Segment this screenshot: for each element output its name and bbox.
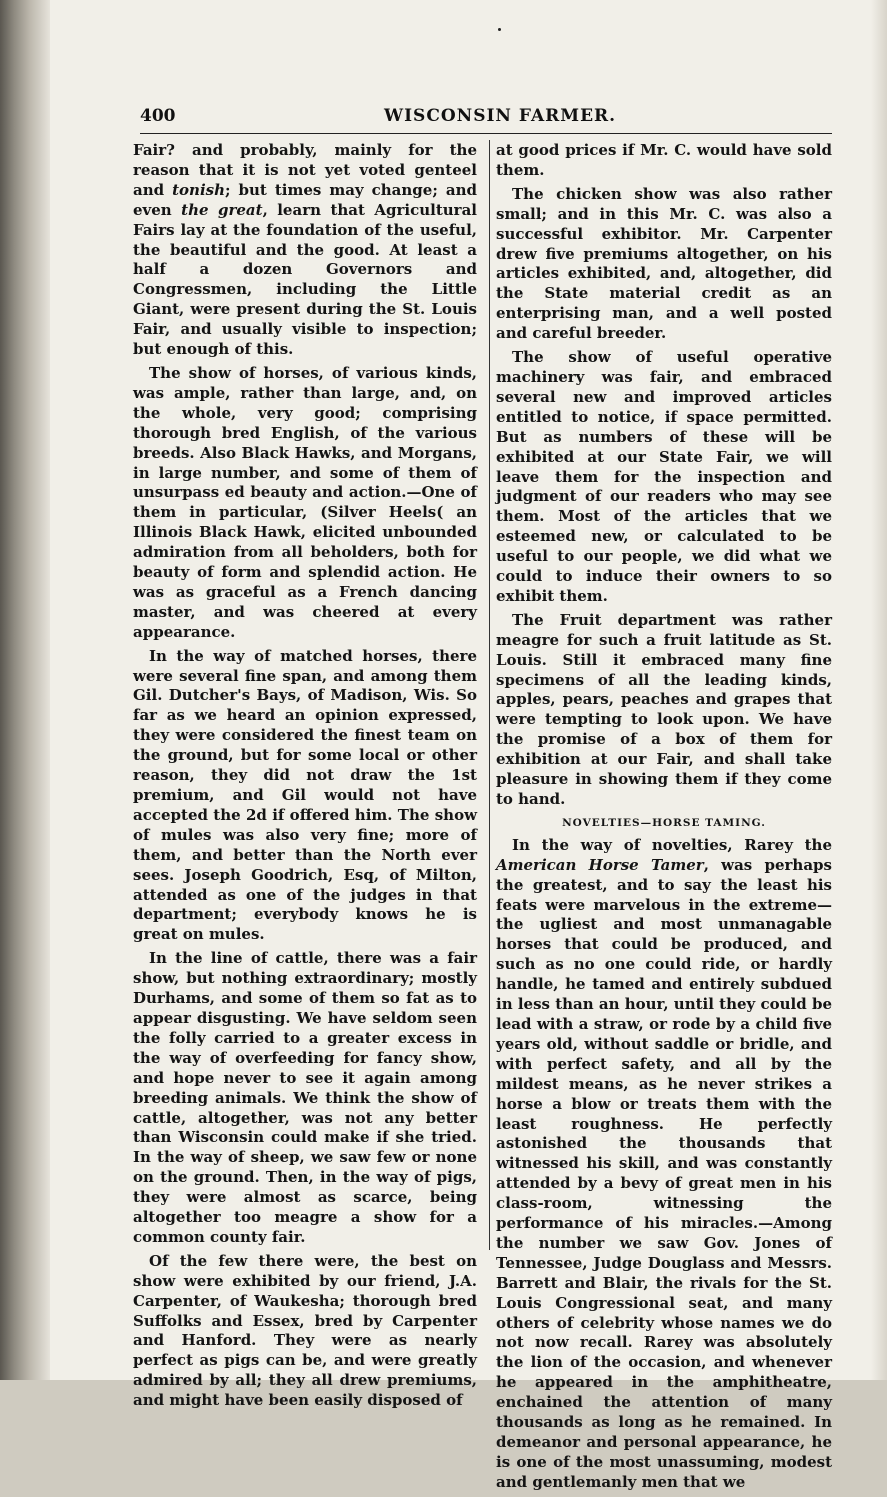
journal-title: WISCONSIN FARMER. xyxy=(384,106,617,126)
paragraph-matched-horses: In the way of matched horses, there were several fine span, and among them Gil. Dutcher's Bays, of Madison, Wis. So far as we heard an opinion expressed, they were considered the finest team on the ground, but for some local or other reason, they did not draw the 1st premium, and Gil would not have accepted the 2d if offered him. The show of mules was also very fine; more of them, and better than the North ever sees. Joseph Goodrich, Esq, of Milton, attended as one of the judges in that department; everybody knows he is great on mules. xyxy=(133,646,477,944)
paragraph-fair-continued xyxy=(133,141,477,360)
text-run: , learn that Agricultural Fairs lay at the foundation of the useful, the beautiful and the good. At least a half a dozen Governors and Congressmen, including the Little Giant, were present during the St. Louis Fair, and usually visible to inspection; but enough of this. xyxy=(133,200,477,359)
header-rule xyxy=(140,133,832,134)
section-heading-novelties: NOVELTIES—HORSE TAMING. xyxy=(562,816,766,829)
text-run: ; but times may change; and even xyxy=(133,180,477,219)
paragraph-horse-taming xyxy=(496,836,832,1493)
left-column xyxy=(133,141,477,1415)
paragraph-horses: The show of horses, of various kinds, was ample, rather than large, and, on the whole, very good; comprising thorough bred English, of the various breeds. Also Black Hawks, and Morgans, in large number, and some of them of unsurpass ed beauty and action.—One of them in particular, (Silver Heels( an Illinois Black Hawk, elicited unbounded admiration from all beholders, both for beauty of form and splendid action. He was as graceful as a French dancing master, and was cheered at every appearance. xyxy=(133,363,477,641)
paragraph-cattle: In the line of cattle, there was a fair show, but nothing extraordinary; mostly Durhams, and some of them so fat as to appear disgusting. We have seldom seen the folly carried to a greater excess in the way of overfeeding for fancy show, and hope never to see it again among breeding animals. We think the show of cattle, altogether, was not any better than Wisconsin could make if she tried. In the way of sheep, we saw few or none on the ground. Then, in the way of pigs, they were almost as scarce, being altogether too meagre a show for a common county fair. xyxy=(133,949,477,1246)
column-divider xyxy=(489,140,490,1250)
page-edge xyxy=(871,0,887,1380)
emphasis-the-great: the great xyxy=(181,200,263,219)
running-head xyxy=(140,106,832,132)
text-run: , was perhaps the greatest, and to say the least his feats were marvelous in the extreme—the ugliest and most unmanagable horses that could be produced, and such as no one could ride, or hardly handle, he tamed and entirely subdued in less than an hour, until they could be lead with a straw, or rode by a child five years old, without saddle or bridle, and with perfect safety, and all by the mildest means, as he never strikes a horse a blow or treats them with the least roughness. He perfectly astonished the thousands that witnessed his skill, and was constantly attended by a bevy of great men in his class-room, witnessing the performance of his miracles.—Among the number we saw Gov. Jones of Tennessee, Judge Douglass and Messrs. Barrett and Blair, the rivals for the St. Louis Congressional seat, and many others of celebrity whose names we do not now recall. Rarey was absolutely the lion of the occasion, and whenever he appeared in the amphitheatre, enchained the attention of many thousands as long as he remained. In demeanor and personal appearance, he is one of the most unassuming, modest and gentlemanly men that we xyxy=(496,855,832,1491)
print-speck xyxy=(498,28,501,31)
page-number: 400 xyxy=(140,106,176,126)
emphasis-tonish: tonish xyxy=(172,180,225,199)
text-run: Fair? and probably, mainly for the reason that it is not yet voted genteel and xyxy=(133,141,477,199)
paragraph-prices-continued: at good prices if Mr. C. would have sold them. xyxy=(496,141,832,179)
book-spine-shadow xyxy=(0,0,50,1380)
text-run: In the way of novelties, Rarey the xyxy=(512,835,832,854)
paragraph-pigs: Of the few there were, the best on show were exhibited by our friend, J.A. Carpenter, of Waukesha; thorough bred Suffolks and Essex, bred by Carpenter and Hanford. They were as nearly perfect as pigs can be, and were greatly admired by all; they all drew premiums, and might have been easily disposed of xyxy=(133,1251,477,1410)
emphasis-american-horse-tamer: American Horse Tamer xyxy=(496,855,704,874)
paragraph-machinery: The show of useful operative machinery was fair, and embraced several new and improved articles entitled to notice, if space permitted. But as numbers of these will be exhibited at our State Fair, we will leave them for the inspection and judgment of our readers who may see them. Most of the articles that we esteemed new, or calculated to be useful to our people, we did what we could to induce their owners to so exhibit them. xyxy=(496,348,832,605)
right-column xyxy=(496,141,832,1497)
paragraph-chickens: The chicken show was also rather small; and in this Mr. C. was also a successful exhibitor. Mr. Carpenter drew five premiums altogether, on his articles exhibited, and, altogether, did the State material credit as an enterprising man, and a well posted and careful breeder. xyxy=(496,184,832,343)
paragraph-fruit: The Fruit department was rather meagre for such a fruit latitude as St. Louis. Still it embraced many fine specimens of all the leading kinds, apples, pears, peaches and grapes that were tempting to look upon. We have the promise of a box of them for exhibition at our Fair, and shall take pleasure in showing them if they come to hand. xyxy=(496,610,832,808)
